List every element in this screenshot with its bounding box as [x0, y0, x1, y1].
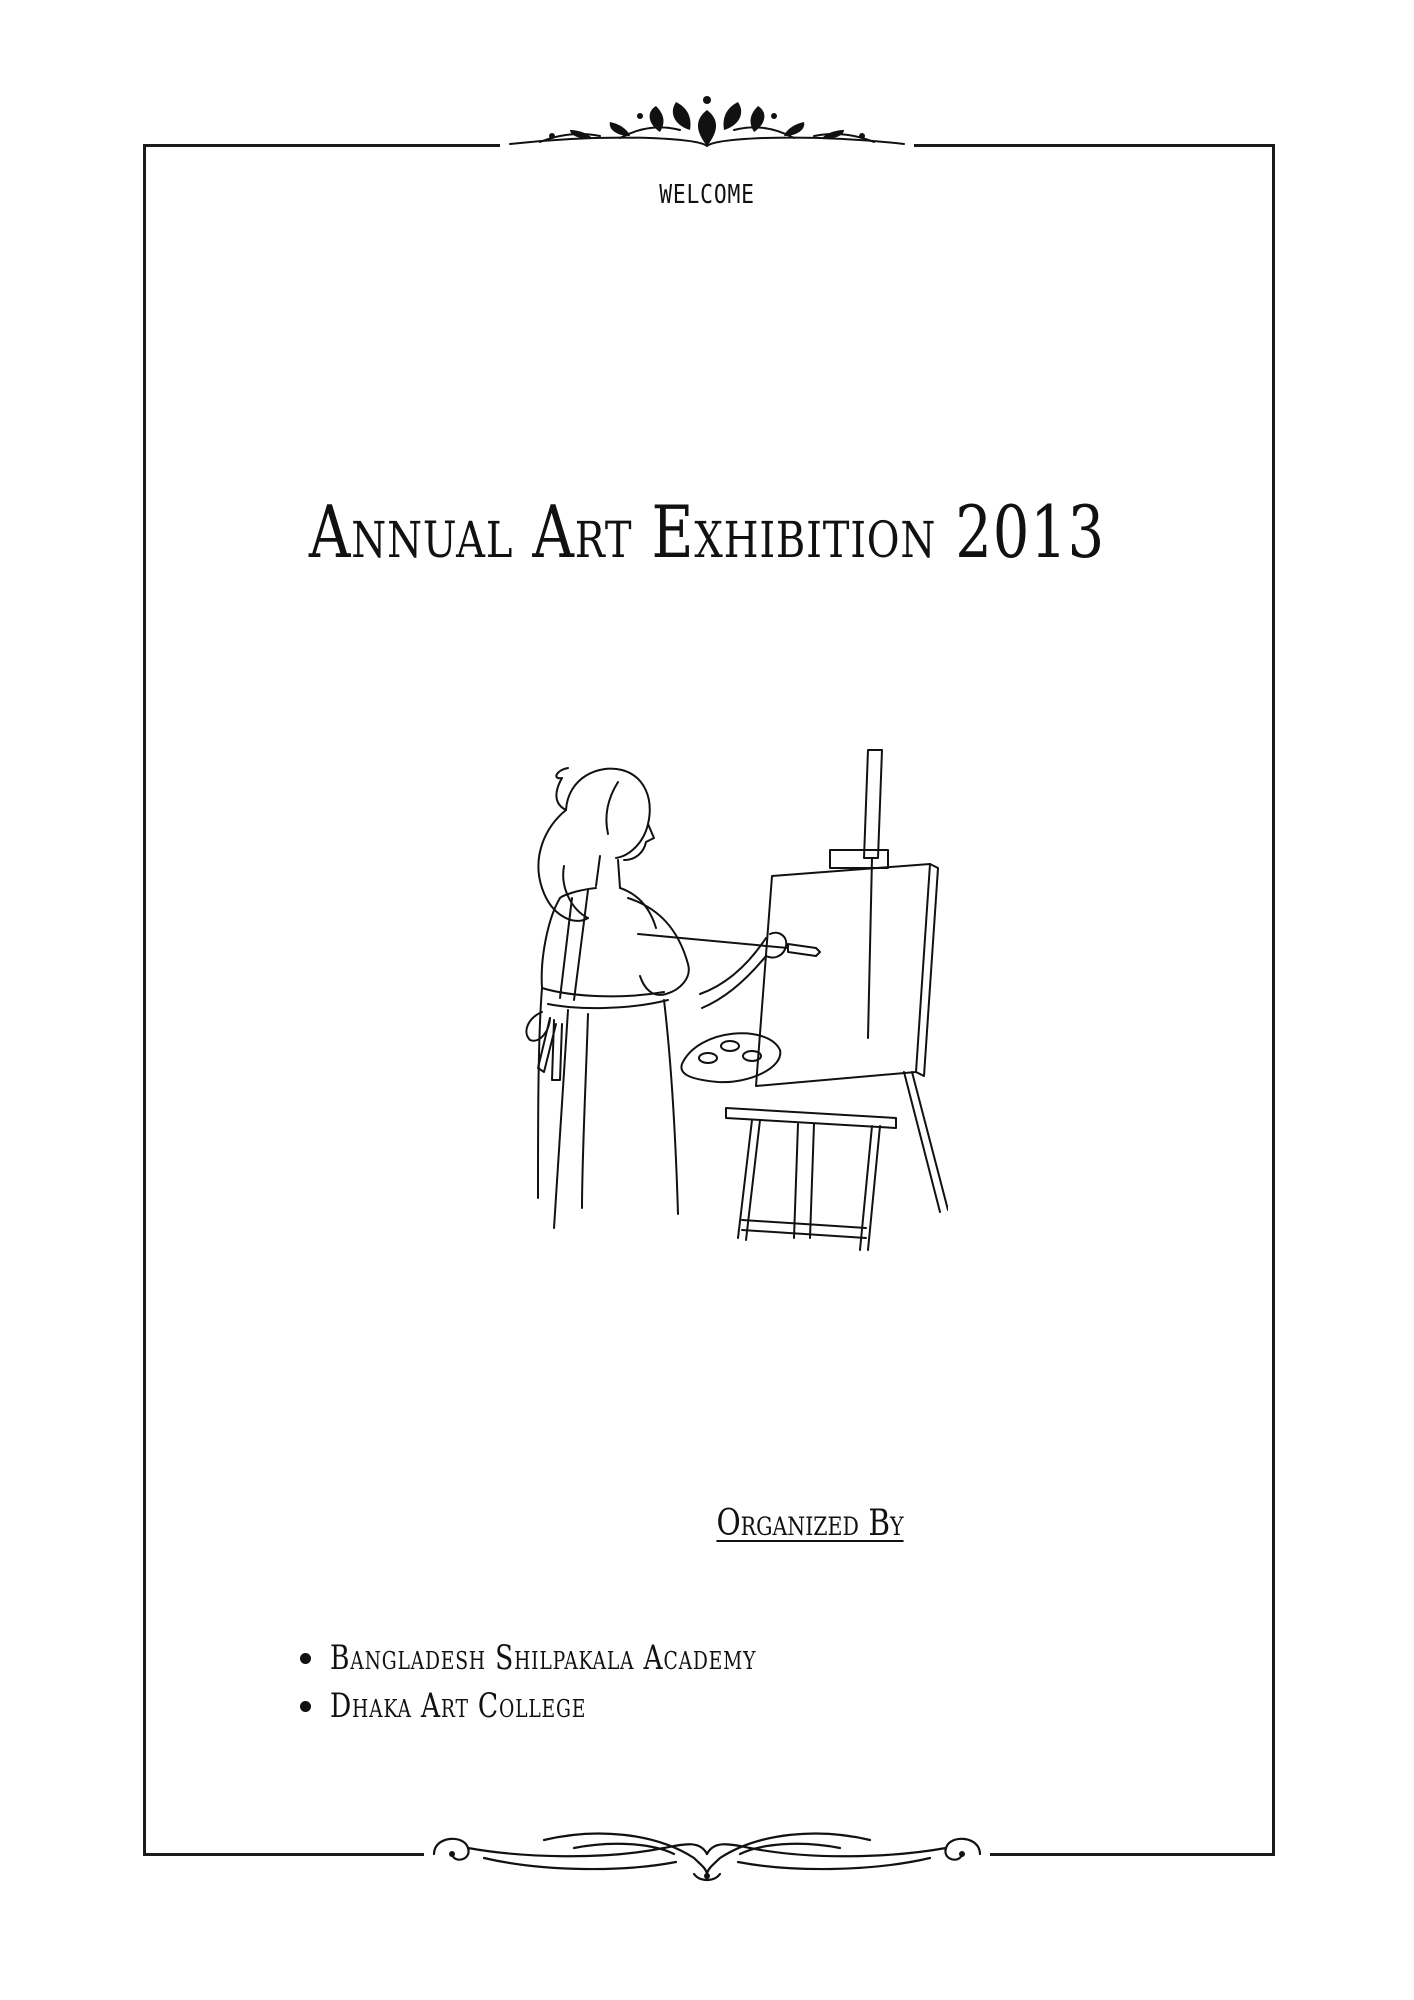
bullet-icon [300, 1701, 311, 1712]
welcome-label: WELCOME [659, 180, 755, 210]
organizer-list [290, 1634, 876, 1730]
list-item [290, 1634, 876, 1682]
page-title: Annual Art Exhibition 2013 [308, 490, 1106, 574]
organized-by-heading: Organized By [716, 1503, 904, 1544]
swirl-flourish-icon [424, 1818, 990, 1890]
organizer-name: Bangladesh Shilpakala Academy [330, 1638, 757, 1678]
woman-painting-at-easel-icon [468, 738, 948, 1258]
leaf-flourish-icon [500, 86, 914, 150]
organizer-name: Dhaka Art College [330, 1686, 587, 1726]
list-item [290, 1682, 876, 1730]
bullet-icon [300, 1653, 311, 1664]
